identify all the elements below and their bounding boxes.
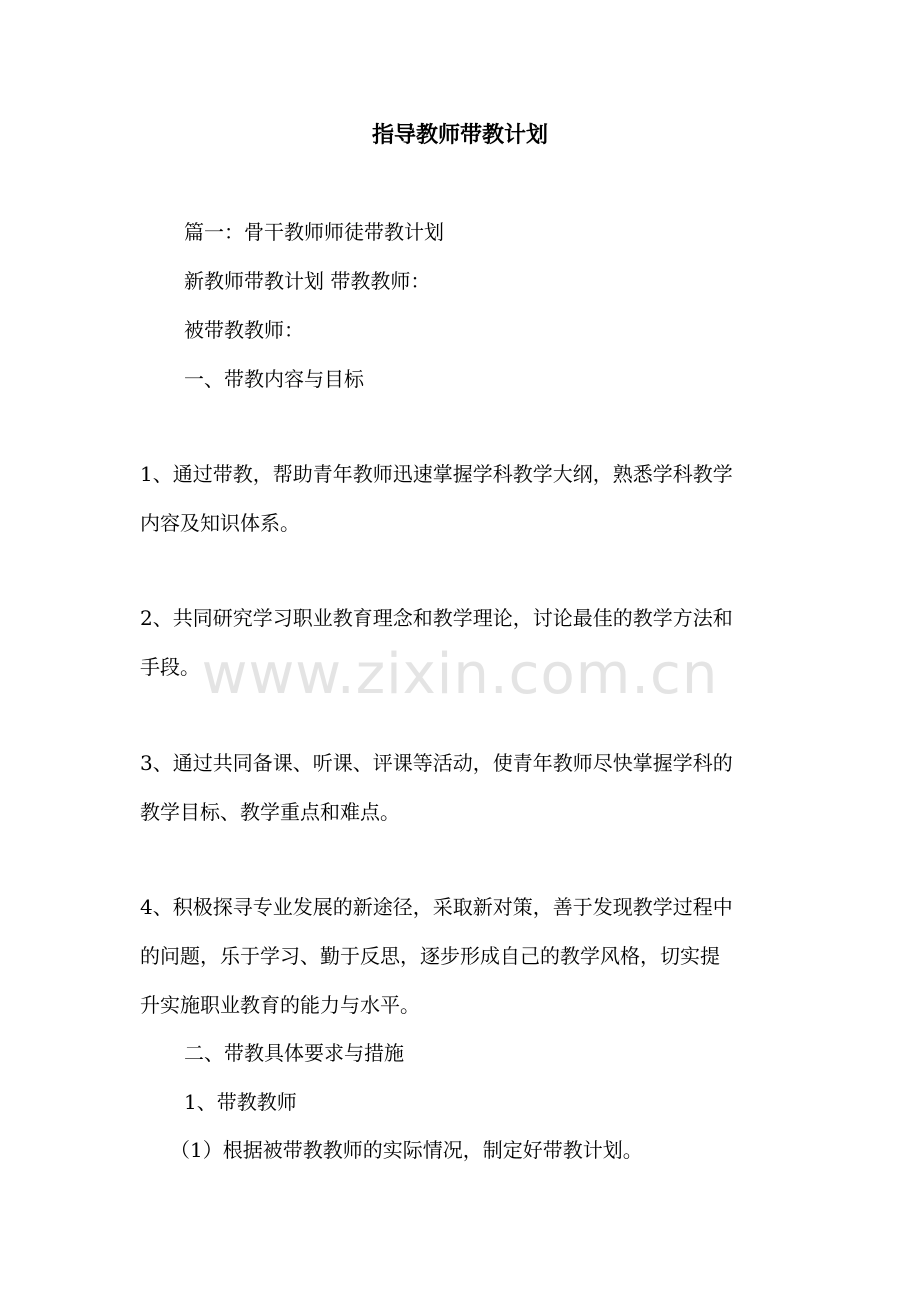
paragraph-4-line-2: 的问题，乐于学习、勤于反思，逐步形成自己的教学风格，切实提	[140, 944, 720, 968]
section-heading-content-goals: 一、带教内容与目标	[184, 367, 364, 391]
paragraph-4-line-1: 4、积极探寻专业发展的新途径，采取新对策，善于发现教学过程中	[140, 895, 733, 919]
mentor-teacher-line: 新教师带教计划 带教教师：	[184, 269, 431, 293]
paragraph-4-line-3: 升实施职业教育的能力与水平。	[140, 993, 420, 1017]
paragraph-3-line-2: 教学目标、教学重点和难点。	[140, 800, 400, 824]
section-heading-requirements: 二、带教具体要求与措施	[184, 1041, 404, 1065]
paragraph-3-line-1: 3、通过共同备课、听课、评课等活动，使青年教师尽快掌握学科的	[140, 751, 733, 775]
item-1-plan: （1）根据被带教教师的实际情况，制定好带教计划。	[170, 1138, 643, 1162]
mentee-teacher-line: 被带教教师：	[184, 318, 304, 342]
paragraph-1-line-1: 1、通过带教，帮助青年教师迅速掌握学科教学大纲，熟悉学科教学	[140, 462, 733, 486]
watermark: www.zixin.com.cn	[201, 642, 719, 707]
paragraph-2-line-1: 2、共同研究学习职业教育理念和教学理论，讨论最佳的教学方法和	[140, 606, 733, 630]
document-title: 指导教师带教计划	[371, 123, 548, 148]
paragraph-2-line-2: 手段。	[140, 655, 200, 679]
subheading-mentor: 1、带教教师	[184, 1090, 297, 1114]
paragraph-1-line-2: 内容及知识体系。	[140, 511, 300, 535]
section-heading-part-one: 篇一：骨干教师师徒带教计划	[184, 220, 444, 244]
